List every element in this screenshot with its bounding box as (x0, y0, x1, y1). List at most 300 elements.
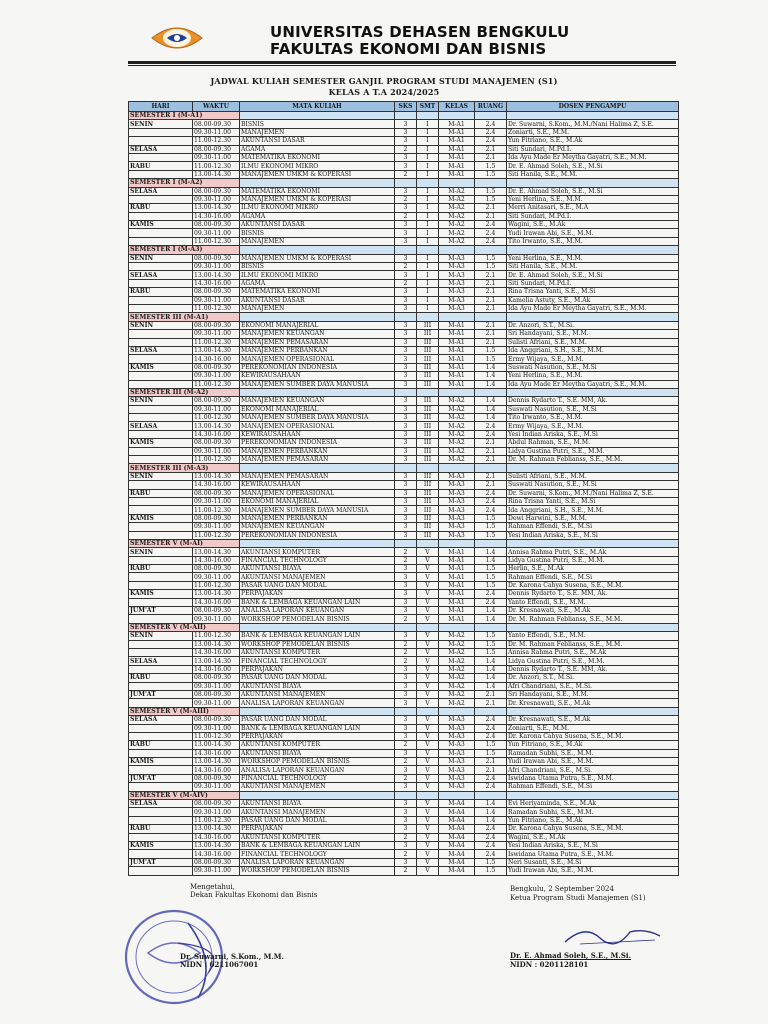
table-cell: 14.30-16.00 (193, 749, 240, 757)
table-cell: 08.00-09.30 (193, 288, 240, 296)
table-cell: I (417, 162, 439, 170)
table-cell: M-A4 (439, 867, 475, 875)
section-filler-cell (507, 791, 679, 799)
table-cell: 2.4 (475, 590, 507, 598)
table-cell: Rahman Effendi, S.E., M.Si (507, 523, 679, 531)
table-cell: 13.00-14.30 (193, 741, 240, 749)
table-cell: 09.30-11.00 (193, 682, 240, 690)
table-cell: M-A2 (439, 397, 475, 405)
section-filler-cell (507, 464, 679, 472)
table-cell: SELASA (129, 346, 193, 354)
section-filler-cell (240, 539, 395, 547)
table-cell: 3 (395, 137, 417, 145)
table-cell: I (417, 170, 439, 178)
table-cell (129, 481, 193, 489)
table-cell: 13.00-14.30 (193, 170, 240, 178)
table-cell: 14.30-16.00 (193, 649, 240, 657)
table-cell: 2.1 (475, 304, 507, 312)
table-cell: M-A2 (439, 405, 475, 413)
table-cell: Dr. E. Ahmad Soleh, S.E., M.Si (507, 187, 679, 195)
table-cell: 09.30-11.00 (193, 229, 240, 237)
table-cell: KAMIS (129, 514, 193, 522)
table-cell: Yudi Irawan Abi, S.E., M.M. (507, 758, 679, 766)
table-cell: Ida Ayu Made Er Meytha Gayatri, S.E., M.M. (507, 153, 679, 161)
table-cell: 2.4 (475, 229, 507, 237)
table-cell: SENIN (129, 397, 193, 405)
table-cell: III (417, 506, 439, 514)
section-filler-cell (507, 539, 679, 547)
section-filler-cell (417, 112, 439, 120)
table-row (129, 120, 679, 128)
table-cell: III (417, 330, 439, 338)
table-cell: 2.1 (475, 330, 507, 338)
table-cell (129, 749, 193, 757)
table-cell: I (417, 221, 439, 229)
section-filler-cell (240, 791, 395, 799)
section-filler-cell (240, 388, 395, 396)
table-cell (129, 867, 193, 875)
table-cell: V (417, 841, 439, 849)
table-cell: 3 (395, 808, 417, 816)
table-cell: Dr. Kresnawati, S.E., M.Ak (507, 716, 679, 724)
table-cell: III (417, 514, 439, 522)
table-cell: JUM'AT (129, 774, 193, 782)
table-cell: Yesi Indian Ariska, S.E., M.Si (507, 531, 679, 539)
table-cell: 1.4 (475, 405, 507, 413)
table-cell: MANAJEMEN OPERASIONAL (240, 355, 395, 363)
table-cell: III (417, 380, 439, 388)
table-row (129, 665, 679, 673)
table-cell: 09.30-11.00 (193, 263, 240, 271)
table-cell: AKUNTANSI BIAYA (240, 749, 395, 757)
table-cell: MANAJEMEN SUMBER DAYA MANUSIA (240, 506, 395, 514)
table-cell: 2.1 (475, 456, 507, 464)
section-filler-cell (475, 707, 507, 715)
table-cell: M-A2 (439, 439, 475, 447)
table-cell: FINANCIAL TECHNOLOGY (240, 774, 395, 782)
right-signatory-header (510, 885, 646, 902)
table-cell: III (417, 372, 439, 380)
table-cell: 1.4 (475, 414, 507, 422)
table-cell: 1.5 (475, 565, 507, 573)
table-row (129, 237, 679, 245)
table-cell: 3 (395, 489, 417, 497)
table-cell: 14.30-16.00 (193, 481, 240, 489)
table-cell: Ida Anggriani, S.H., S.E., M.M. (507, 506, 679, 514)
table-cell: 1.4 (475, 800, 507, 808)
table-cell: MANAJEMEN UMKM & KOPERASI (240, 195, 395, 203)
table-cell: Suswati Nasution, S.E., M.Si (507, 481, 679, 489)
table-cell: 1.4 (475, 556, 507, 564)
table-cell: M-A3 (439, 758, 475, 766)
table-cell: 3 (395, 229, 417, 237)
table-cell: Neri Susanti, S.E., M.Si (507, 858, 679, 866)
section-filler-cell (507, 707, 679, 715)
table-row (129, 514, 679, 522)
header-rule-thin (128, 65, 676, 66)
table-cell: 3 (395, 321, 417, 329)
table-cell (129, 128, 193, 136)
table-cell: AKUNTANSI MANAJEMEN (240, 573, 395, 581)
table-cell: M-A2 (439, 649, 475, 657)
table-cell: M-A2 (439, 237, 475, 245)
table-cell (129, 195, 193, 203)
table-cell: 13.00-14.30 (193, 422, 240, 430)
table-cell: 11.00-12.30 (193, 816, 240, 824)
table-cell: 3 (395, 397, 417, 405)
table-cell: Dr. Karona Cahya Susena, S.E., M.M. (507, 581, 679, 589)
table-cell: MANAJEMEN (240, 128, 395, 136)
table-cell: Ramadan Subhi, S.E., M.M. (507, 749, 679, 757)
table-cell: M-A4 (439, 841, 475, 849)
table-cell: 3 (395, 783, 417, 791)
table-cell: AGAMA (240, 145, 395, 153)
table-cell: 2.1 (475, 758, 507, 766)
table-cell: M-A1 (439, 170, 475, 178)
table-cell: 1.4 (475, 665, 507, 673)
table-row (129, 732, 679, 740)
table-cell (129, 531, 193, 539)
table-cell: Yun Fitriano, S.E., M.Ak (507, 816, 679, 824)
table-cell: 13.00-14.30 (193, 841, 240, 849)
table-cell: 13.00-14.30 (193, 825, 240, 833)
table-cell: 3 (395, 506, 417, 514)
table-cell: 1.5 (475, 263, 507, 271)
table-cell: M-A3 (439, 296, 475, 304)
section-filler-cell (475, 539, 507, 547)
table-cell: V (417, 590, 439, 598)
table-cell: KAMIS (129, 363, 193, 371)
table-cell: 2 (395, 548, 417, 556)
table-cell: Yudi Irawan Abi, S.E., M.M. (507, 867, 679, 875)
section-filler-cell (240, 112, 395, 120)
table-row (129, 850, 679, 858)
section-filler-cell (439, 707, 475, 715)
table-cell: V (417, 749, 439, 757)
table-cell: PERPAJAKAN (240, 825, 395, 833)
table-cell: V (417, 581, 439, 589)
table-cell: 2 (395, 833, 417, 841)
table-cell: Dennis Rydarto T., S.E. MM, Ak. (507, 590, 679, 598)
section-filler-cell (507, 179, 679, 187)
table-cell: Dr. Anzori, S.T., M.Si. (507, 674, 679, 682)
table-cell: SELASA (129, 145, 193, 153)
table-cell: M-A4 (439, 850, 475, 858)
section-filler-cell (395, 313, 417, 321)
table-cell: V (417, 833, 439, 841)
table-cell: JUM'AT (129, 690, 193, 698)
section-filler-cell (240, 313, 395, 321)
table-cell: M-A3 (439, 254, 475, 262)
section-label: SEMESTER V (M-AII) (129, 623, 240, 631)
table-cell: V (417, 732, 439, 740)
table-cell: Rahman Effendi, S.E., M.Si (507, 783, 679, 791)
table-cell: 2.4 (475, 825, 507, 833)
table-cell (129, 380, 193, 388)
university-header (270, 24, 569, 58)
table-row (129, 195, 679, 203)
table-row (129, 649, 679, 657)
table-cell: 3 (395, 607, 417, 615)
table-cell: 2.1 (475, 699, 507, 707)
table-row (129, 355, 679, 363)
table-cell: 11.00-12.30 (193, 414, 240, 422)
table-cell: 3 (395, 128, 417, 136)
table-row (129, 766, 679, 774)
table-cell: M-A3 (439, 288, 475, 296)
section-filler-cell (395, 179, 417, 187)
table-cell: PEREKONOMIAN INDONESIA (240, 439, 395, 447)
table-cell: I (417, 128, 439, 136)
section-filler-cell (439, 539, 475, 547)
table-cell: 11.00-12.30 (193, 632, 240, 640)
table-cell: M-A1 (439, 598, 475, 606)
table-cell: 08.00-09.30 (193, 363, 240, 371)
table-row (129, 372, 679, 380)
table-cell (129, 296, 193, 304)
table-row (129, 430, 679, 438)
table-cell: 2 (395, 867, 417, 875)
table-cell: M-A4 (439, 825, 475, 833)
table-row (129, 397, 679, 405)
table-cell: 14.30-16.00 (193, 833, 240, 841)
table-cell: Ida Anggriani, S.H., S.E., M.M. (507, 346, 679, 354)
table-cell: SENIN (129, 632, 193, 640)
table-cell (129, 153, 193, 161)
table-cell: 09.30-11.00 (193, 573, 240, 581)
section-filler-cell (417, 179, 439, 187)
table-cell: 2 (395, 195, 417, 203)
table-cell: Wagini, S.E., M.Ak (507, 221, 679, 229)
table-cell: 11.00-12.30 (193, 137, 240, 145)
section-filler-cell (240, 179, 395, 187)
table-cell: 09.30-11.00 (193, 447, 240, 455)
table-cell: 3 (395, 632, 417, 640)
table-cell: 2.1 (475, 145, 507, 153)
table-cell: 3 (395, 187, 417, 195)
table-cell: V (417, 682, 439, 690)
table-cell: 3 (395, 800, 417, 808)
column-header: HARI (129, 102, 193, 112)
table-cell: Dewi Harwini, S.E., M.M. (507, 514, 679, 522)
table-cell: Sri Handayani, S.E., M.M. (507, 330, 679, 338)
table-cell: 1.5 (475, 867, 507, 875)
table-cell: Ramadan Subhi, S.E., M.M. (507, 808, 679, 816)
table-row (129, 682, 679, 690)
table-cell: RABU (129, 741, 193, 749)
table-cell: 3 (395, 346, 417, 354)
table-cell: M-A1 (439, 338, 475, 346)
table-cell: M-A2 (439, 632, 475, 640)
table-cell: Afri Chandriani, S.E., M.Si. (507, 766, 679, 774)
table-cell: 2.4 (475, 128, 507, 136)
table-cell: 13.00-14.30 (193, 657, 240, 665)
table-cell: I (417, 304, 439, 312)
table-row (129, 137, 679, 145)
table-cell: 3 (395, 724, 417, 732)
table-cell: M-A3 (439, 783, 475, 791)
table-row (129, 690, 679, 698)
table-cell: 3 (395, 120, 417, 128)
table-cell: KAMIS (129, 221, 193, 229)
table-row (129, 556, 679, 564)
table-cell: PASAR UANG DAN MODAL (240, 674, 395, 682)
table-cell: 1.5 (475, 741, 507, 749)
table-cell: M-A3 (439, 497, 475, 505)
table-row (129, 422, 679, 430)
table-cell: I (417, 229, 439, 237)
table-cell: Dr. Karona Cahya Susena, S.E., M.M. (507, 825, 679, 833)
table-cell: RABU (129, 825, 193, 833)
table-cell: 2 (395, 649, 417, 657)
schedule-table (128, 101, 679, 876)
table-cell: 09.30-11.00 (193, 153, 240, 161)
table-cell: MANAJEMEN (240, 237, 395, 245)
table-cell: 1.5 (475, 346, 507, 354)
table-cell: Rina Trisna Yanti, S.E., M.Si (507, 288, 679, 296)
table-cell: 1.4 (475, 380, 507, 388)
right-name: Dr. E. Ahmad Soleh, S.E., M.Si. (510, 951, 632, 960)
table-cell: BANK & LEMBAGA KEUANGAN LAIN (240, 632, 395, 640)
table-cell: Siti Sundari, M.Pd.I. (507, 145, 679, 153)
table-cell: Suswati Nasution, S.E., M.Si (507, 405, 679, 413)
right-role: Ketua Program Studi Manajemen (S1) (510, 893, 646, 902)
table-cell (129, 649, 193, 657)
section-filler-cell (475, 313, 507, 321)
table-cell: M-A3 (439, 523, 475, 531)
table-cell: 2.1 (475, 271, 507, 279)
table-cell: WORKSHOP PEMODELAN BISNIS (240, 640, 395, 648)
table-cell: 1.5 (475, 523, 507, 531)
table-cell (129, 615, 193, 623)
table-cell (129, 355, 193, 363)
table-cell: 3 (395, 858, 417, 866)
section-filler-cell (395, 539, 417, 547)
table-cell: AKUNTANSI MANAJEMEN (240, 783, 395, 791)
table-cell (129, 783, 193, 791)
table-cell: Dr. M. Rahman Feblianss, S.E., M.M. (507, 456, 679, 464)
table-row (129, 489, 679, 497)
table-cell: III (417, 447, 439, 455)
table-cell: M-A2 (439, 640, 475, 648)
table-cell: 2.1 (475, 153, 507, 161)
table-row (129, 187, 679, 195)
table-cell: V (417, 615, 439, 623)
table-cell: SENIN (129, 548, 193, 556)
table-cell: V (417, 632, 439, 640)
table-cell: 09.30-11.00 (193, 523, 240, 531)
table-cell: 09.30-11.00 (193, 330, 240, 338)
section-filler-cell (417, 388, 439, 396)
section-filler-cell (240, 246, 395, 254)
table-cell: 13.00-14.30 (193, 271, 240, 279)
table-cell (129, 170, 193, 178)
table-cell: PASAR UANG DAN MODAL (240, 716, 395, 724)
table-cell: MANAJEMEN PEMASARAN (240, 338, 395, 346)
table-cell (129, 338, 193, 346)
table-cell: M-A4 (439, 858, 475, 866)
table-cell: 13.00-14.30 (193, 758, 240, 766)
table-cell: KAMIS (129, 758, 193, 766)
table-cell: M-A1 (439, 137, 475, 145)
table-cell: 08.00-09.30 (193, 489, 240, 497)
table-cell: 2.4 (475, 489, 507, 497)
table-cell: V (417, 649, 439, 657)
table-cell: Yanto Effendi, S.E., M.M. (507, 632, 679, 640)
table-cell: 14.30-16.00 (193, 430, 240, 438)
table-cell: 3 (395, 447, 417, 455)
table-cell: M-A2 (439, 195, 475, 203)
table-cell: 3 (395, 330, 417, 338)
table-cell: AKUNTANSI BIAYA (240, 682, 395, 690)
table-cell: KEWIRAUSAHAAN (240, 430, 395, 438)
table-cell: 08.00-09.30 (193, 187, 240, 195)
table-cell: Tito Irwanto, S.E., M.M. (507, 237, 679, 245)
table-cell: 08.00-09.30 (193, 674, 240, 682)
table-cell: Siti Hanila, S.E., M.M. (507, 170, 679, 178)
section-row (129, 179, 679, 187)
table-cell: MANAJEMEN SUMBER DAYA MANUSIA (240, 380, 395, 388)
table-cell: Sulisti Afriani, S.E., M.M. (507, 472, 679, 480)
table-cell: V (417, 858, 439, 866)
table-cell: M-A1 (439, 581, 475, 589)
table-cell: 2.4 (475, 732, 507, 740)
section-filler-cell (395, 707, 417, 715)
table-cell: MATEMATIKA EKONOMI (240, 288, 395, 296)
section-filler-cell (439, 464, 475, 472)
table-cell: 3 (395, 590, 417, 598)
section-filler-cell (475, 791, 507, 799)
section-filler-cell (475, 246, 507, 254)
table-cell: I (417, 263, 439, 271)
table-cell: 14.30-16.00 (193, 665, 240, 673)
table-cell: 14.30-16.00 (193, 850, 240, 858)
table-cell: Siti Sundari, M.Pd.I. (507, 279, 679, 287)
table-cell: 2 (395, 263, 417, 271)
table-cell: M-A2 (439, 447, 475, 455)
table-cell: Kamelia Astuty, S.E., M.Ak (507, 296, 679, 304)
table-cell: 2.1 (475, 296, 507, 304)
table-cell: SENIN (129, 472, 193, 480)
section-filler-cell (417, 539, 439, 547)
table-cell: 11.00-12.30 (193, 456, 240, 464)
table-cell: M-A3 (439, 304, 475, 312)
table-cell: 09.30-11.00 (193, 867, 240, 875)
table-cell: 11.00-12.30 (193, 506, 240, 514)
table-cell: 1.5 (475, 858, 507, 866)
table-cell: MANAJEMEN KEUANGAN (240, 330, 395, 338)
table-cell: 3 (395, 288, 417, 296)
table-cell: MANAJEMEN (240, 304, 395, 312)
table-cell: AKUNTANSI KOMPUTER (240, 548, 395, 556)
table-row (129, 481, 679, 489)
table-cell: MANAJEMEN OPERASIONAL (240, 489, 395, 497)
table-cell: ANALISA LAPORAN KEUANGAN (240, 699, 395, 707)
table-cell: MANAJEMEN OPERASIONAL (240, 422, 395, 430)
table-cell: 13.00-14.30 (193, 472, 240, 480)
table-cell: 2.4 (475, 506, 507, 514)
table-cell: I (417, 204, 439, 212)
table-cell: V (417, 816, 439, 824)
table-cell: M-A3 (439, 724, 475, 732)
schedule-title: JADWAL KULIAH SEMESTER GANJIL PROGRAM STUDI MANAJEMEN (S1) (210, 76, 558, 86)
table-cell: 1.4 (475, 615, 507, 623)
table-cell: 3 (395, 271, 417, 279)
table-cell: Dennis Rydarto T., S.E. MM, Ak. (507, 397, 679, 405)
table-row (129, 783, 679, 791)
table-cell (129, 506, 193, 514)
table-row (129, 808, 679, 816)
